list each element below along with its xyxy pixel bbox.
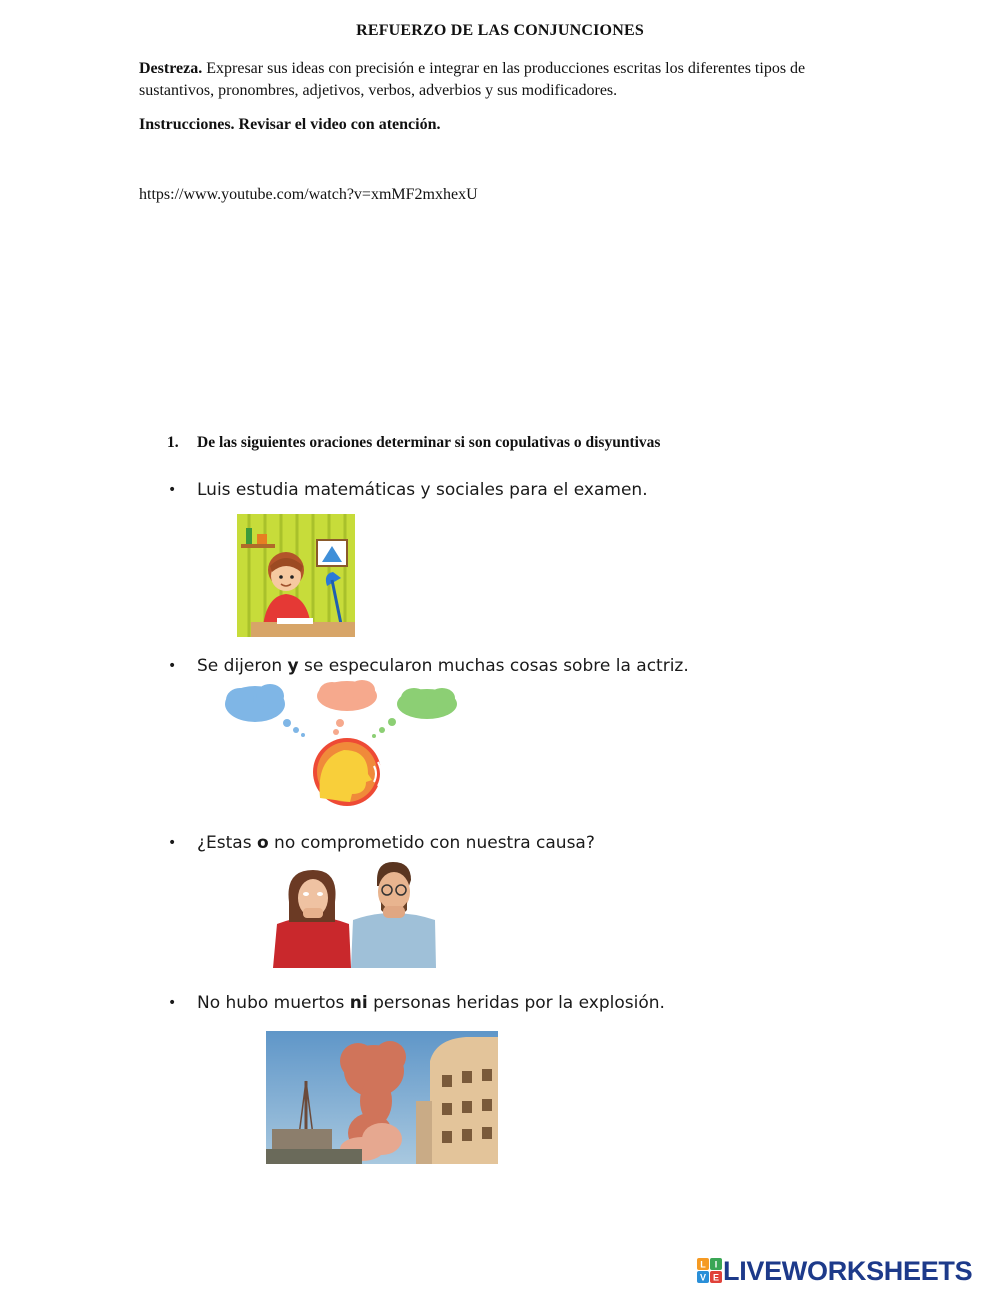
bullet-icon: • [168,482,177,498]
sentence-conjunction: y [287,656,299,676]
logo-letter: E [712,1272,720,1283]
page-title: REFUERZO DE LAS CONJUNCIONES [356,22,644,39]
sentence-before: No hubo muertos [197,993,350,1013]
sentence-after: no comprometido con nuestra causa? [268,833,595,853]
boy-studying-illustration [237,514,355,637]
video-link[interactable]: https://www.youtube.com/watch?v=xmMF2mxhexU [139,186,478,203]
scared-couple-photo [273,862,436,968]
logo-letter: V [699,1272,707,1283]
sentence-conjunction: ni [349,993,368,1013]
question-heading [167,434,660,452]
sentence-conjunction: o [256,833,269,853]
sentence-before: Se dijeron [197,656,288,676]
instructions-text: Instrucciones. Revisar el video con atención. [139,116,441,133]
logo-letter: I [714,1259,718,1270]
sentence-before: Luis estudia matemáticas y sociales para el examen. [197,480,648,500]
sentence-item-3 [168,833,595,853]
bullet-icon: • [168,995,177,1011]
destreza-paragraph [139,58,879,102]
liveworksheets-logo-icon [697,1258,723,1284]
bullet-icon: • [168,658,177,674]
logo-letter: L [700,1259,706,1270]
destreza-label: Destreza. [139,60,203,77]
thinking-head-clouds-illustration [220,678,462,808]
sentence-item-4 [168,993,665,1013]
sentence-after: se especularon muchas cosas sobre la actriz. [298,656,689,676]
question-text: De las siguientes oraciones determinar si son copulativas o disyuntivas [197,434,661,451]
sentence-item-1 [168,480,648,500]
sentence-item-2 [168,656,689,676]
question-number: 1. [167,434,179,451]
explosion-photo [266,1031,498,1164]
liveworksheets-logo [697,1255,972,1287]
bullet-icon: • [168,835,177,851]
sentence-after: personas heridas por la explosión. [367,993,665,1013]
destreza-text: Expresar sus ideas con precisión e integrar en las producciones escritas los diferentes tipos de sustantivos, pronombres, adjetivos, verbos, adverbios y sus modificadores. [139,60,806,99]
sentence-before: ¿Estas [197,833,257,853]
liveworksheets-logo-text: LIVEWORKSHEETS [723,1255,973,1286]
